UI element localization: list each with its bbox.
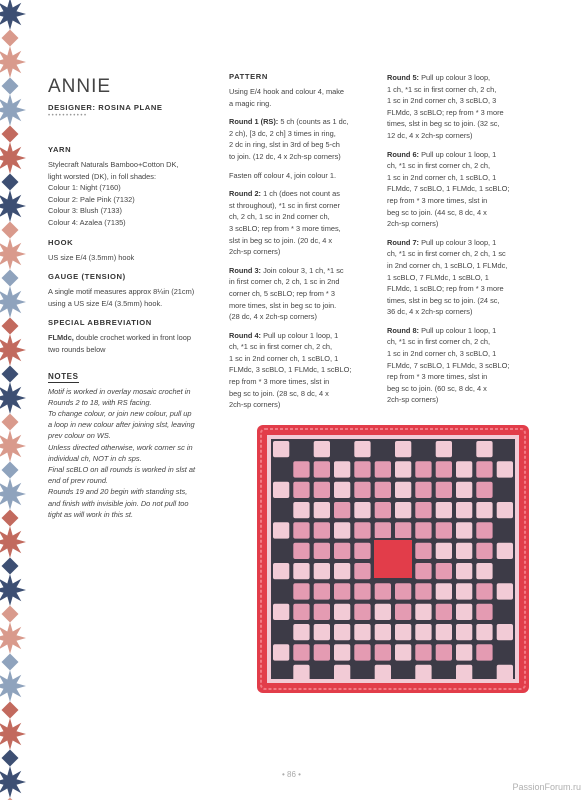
round-text: FLMdc, 3 scBLO, 1 FLMdc, 1 scBLO; <box>229 365 352 375</box>
notes-line: To change colour, or join new colour, pull up <box>48 408 192 418</box>
round-text: FLMdc, 3 scBLO; rep from * 3 more <box>387 107 504 117</box>
round-text: beg sc to join. (28 sc, 8 dc, 4 x <box>229 388 329 398</box>
round-text: Pull up colour 1 loop, 1 <box>419 149 497 159</box>
page-number: • 86 • <box>282 770 301 779</box>
pattern-column-2 <box>387 72 533 413</box>
round-4 <box>229 330 371 411</box>
round-text: times, slst in beg sc to join. (32 sc, <box>387 119 500 129</box>
round-text: 1 ch, *1 sc in first corner ch, 2 ch, <box>387 84 497 94</box>
round-text: FLMdc, 7 scBLO, 1 FLMdc, 3 scBLO; <box>387 360 510 370</box>
round-text: Pull up colour 3 loop, 1 <box>419 237 497 247</box>
crochet-motif-photo <box>257 425 529 693</box>
round-text: corner ch, 5 scBLO; rep from * 3 <box>229 288 335 298</box>
round-text: FLMdc, 1 scBLO; rep from * 3 more <box>387 284 504 294</box>
round-text: Pull up colour 1 loop, 1 <box>419 325 497 335</box>
round-3 <box>229 265 371 323</box>
pattern-heading: PATTERN <box>229 72 268 81</box>
round-text: 5 ch (counts as 1 dc, <box>278 117 349 127</box>
notes-line: Final scBLO on all rounds is worked in slst at <box>48 464 196 474</box>
round-label: Round 6: <box>387 149 420 159</box>
notes-line: prev colour on WS. <box>48 431 111 441</box>
intro-line: Using E/4 hook and colour 4, make <box>229 87 345 96</box>
abbreviation-line <box>48 332 216 344</box>
round-label: Round 3: <box>229 265 262 275</box>
decorative-border-pattern <box>0 0 30 800</box>
abbreviation-line: two rounds below <box>48 344 106 354</box>
round-text: slst in beg sc to join. (20 dc, 4 x <box>229 235 333 245</box>
round-8 <box>387 325 533 406</box>
round-label: Round 1 (RS): <box>229 117 279 127</box>
round-text: ch, *1 sc in first corner ch, 2 ch, <box>387 161 491 171</box>
gauge-line: A single motif measures approx 8¼in (21cm) <box>48 287 195 297</box>
notes-line: individual ch, NOT in ch sps. <box>48 453 142 463</box>
round-text: more times, slst in beg sc to join. <box>229 300 337 310</box>
notes-line: Motif is worked in overlay mosaic crochet in <box>48 386 191 396</box>
round-text: 1 ch (does not count as <box>261 189 340 199</box>
round-text: 2ch-sp corners) <box>229 400 281 410</box>
round-text: 1 sc in 2nd corner ch, 1 scBLO, 1 <box>387 172 497 182</box>
round-text: in 2nd corner ch, 1 scBLO, 1 FLMdc, <box>387 260 508 270</box>
pattern-column-1 <box>229 72 371 418</box>
round-text: 1 sc in 2nd corner ch, 1 scBLO, 1 <box>229 353 339 363</box>
round-text: ch, 2 ch, 1 sc in 2nd corner ch, <box>229 212 330 222</box>
round-6 <box>387 149 533 230</box>
round-text: ch, *1 sc in first corner ch, 2 ch, 1 sc <box>387 249 506 259</box>
round-7 <box>387 237 533 318</box>
round-text: 3 scBLO; rep from * 3 more times, <box>229 223 341 233</box>
notes-line: end of prev round. <box>48 476 108 486</box>
title-dots: ••••••••••• <box>48 113 88 119</box>
round-2 <box>229 188 371 258</box>
notes-line: Rounds 19 and 20 begin with standing sts, <box>48 487 188 497</box>
round-text: rep from * 3 more times, slst in <box>229 377 330 387</box>
abbreviation-heading: SPECIAL ABBREVIATION <box>48 318 152 328</box>
watermark: PassionForum.ru <box>512 782 581 792</box>
yarn-heading: YARN <box>48 145 72 154</box>
round-label: Round 2: <box>229 189 262 199</box>
round-1 <box>229 116 371 162</box>
round-label: Round 7: <box>387 237 420 247</box>
round-text: 1 sc in 2nd corner ch, 3 scBLO, 3 <box>387 96 497 106</box>
notes-line: a loop in new colour after joining slst, leaving <box>48 420 195 430</box>
round-text: Pull up colour 1 loop, 1 <box>261 330 339 340</box>
notes-line: Unless directed otherwise, work corner sc in <box>48 442 193 452</box>
round-text: times, slst in beg sc to join. (24 sc, <box>387 295 500 305</box>
round-text: 2 ch), [3 dc, 2 ch] 3 times in ring, <box>229 128 336 138</box>
hook-text: US size E/4 (3.5mm) hook <box>48 252 135 262</box>
round-label: Round 4: <box>229 330 262 340</box>
yarn-section <box>48 145 216 229</box>
round-text: 1 scBLO, 7 FLMdc, 1 scBLO, 1 <box>387 272 489 282</box>
yarn-line: Colour 3: Blush (7133) <box>48 206 122 216</box>
round-text: 2ch-sp corners) <box>229 247 281 257</box>
yarn-line: light worsted (DK), in foll shades: <box>48 171 157 181</box>
round-text: ch, *1 sc in first corner ch, 2 ch, <box>387 337 491 347</box>
yarn-line: Stylecraft Naturals Bamboo+Cotton DK, <box>48 160 179 169</box>
round-text: (28 dc, 4 x 2ch-sp corners) <box>229 312 317 322</box>
yarn-line: Colour 1: Night (7160) <box>48 183 121 193</box>
notes-line: and finish with invisible join. Do not pull too <box>48 498 189 508</box>
gauge-section <box>48 272 216 309</box>
fasten-off-text: Fasten off colour 4, join colour 1. <box>229 170 337 180</box>
pattern-title: ANNIE <box>48 76 112 97</box>
notes-heading: NOTES <box>48 371 79 381</box>
sidebar-info <box>48 76 216 520</box>
round-text: st throughout), *1 sc in first corner <box>229 200 340 210</box>
round-text: rep from * 3 more times, slst in <box>387 372 488 382</box>
round-text: rep from * 3 more times, slst in <box>387 195 488 205</box>
round-5 <box>387 72 533 142</box>
hook-section <box>48 238 216 264</box>
notes-section <box>48 366 216 520</box>
round-text: in first corner ch, 2 ch, 1 sc in 2nd <box>229 277 340 287</box>
round-text: 1 sc in 2nd corner ch, 3 scBLO, 1 <box>387 349 497 359</box>
round-label: Round 5: <box>387 73 420 82</box>
notes-line: Rounds 2 to 18, with RS facing. <box>48 397 152 407</box>
round-text: ch, *1 sc in first corner ch, 2 ch, <box>229 342 333 352</box>
round-text: Join colour 3, 1 ch, *1 sc <box>261 265 344 275</box>
yarn-line: Colour 4: Azalea (7135) <box>48 217 126 227</box>
round-text: 12 dc, 4 x 2ch-sp corners) <box>387 130 473 140</box>
round-text: to join. (12 dc, 4 x 2ch-sp corners) <box>229 151 341 161</box>
notes-line: tight as will work in this st. <box>48 509 134 519</box>
round-text: FLMdc, 7 scBLO, 1 FLMdc, 1 scBLO; <box>387 184 510 194</box>
pattern-intro <box>229 86 371 109</box>
yarn-line: Colour 2: Pale Pink (7132) <box>48 194 135 204</box>
round-text: 2 dc in ring, slst in 3rd of beg 5-ch <box>229 140 340 150</box>
abbreviation-term: FLMdc, <box>48 333 74 343</box>
designer-credit: DESIGNER: ROSINA PLANE <box>48 103 163 112</box>
round-text: 2ch-sp corners) <box>387 219 439 229</box>
round-text: 36 dc, 4 x 2ch-sp corners) <box>387 307 473 317</box>
abbreviation-definition: double crochet worked in front loop <box>73 333 191 343</box>
round-text: beg sc to join. (60 sc, 8 dc, 4 x <box>387 383 487 393</box>
round-label: Round 8: <box>387 325 420 335</box>
round-text: beg sc to join. (44 sc, 8 dc, 4 x <box>387 207 487 217</box>
hook-heading: HOOK <box>48 237 74 247</box>
intro-line: a magic ring. <box>229 98 272 108</box>
gauge-line: using a US size E/4 (3.5mm) hook. <box>48 298 163 308</box>
gauge-heading: GAUGE (TENSION) <box>48 272 126 282</box>
round-text: Pull up colour 3 loop, <box>419 73 491 82</box>
abbreviation-section <box>48 318 216 355</box>
round-text: 2ch-sp corners) <box>387 395 439 405</box>
